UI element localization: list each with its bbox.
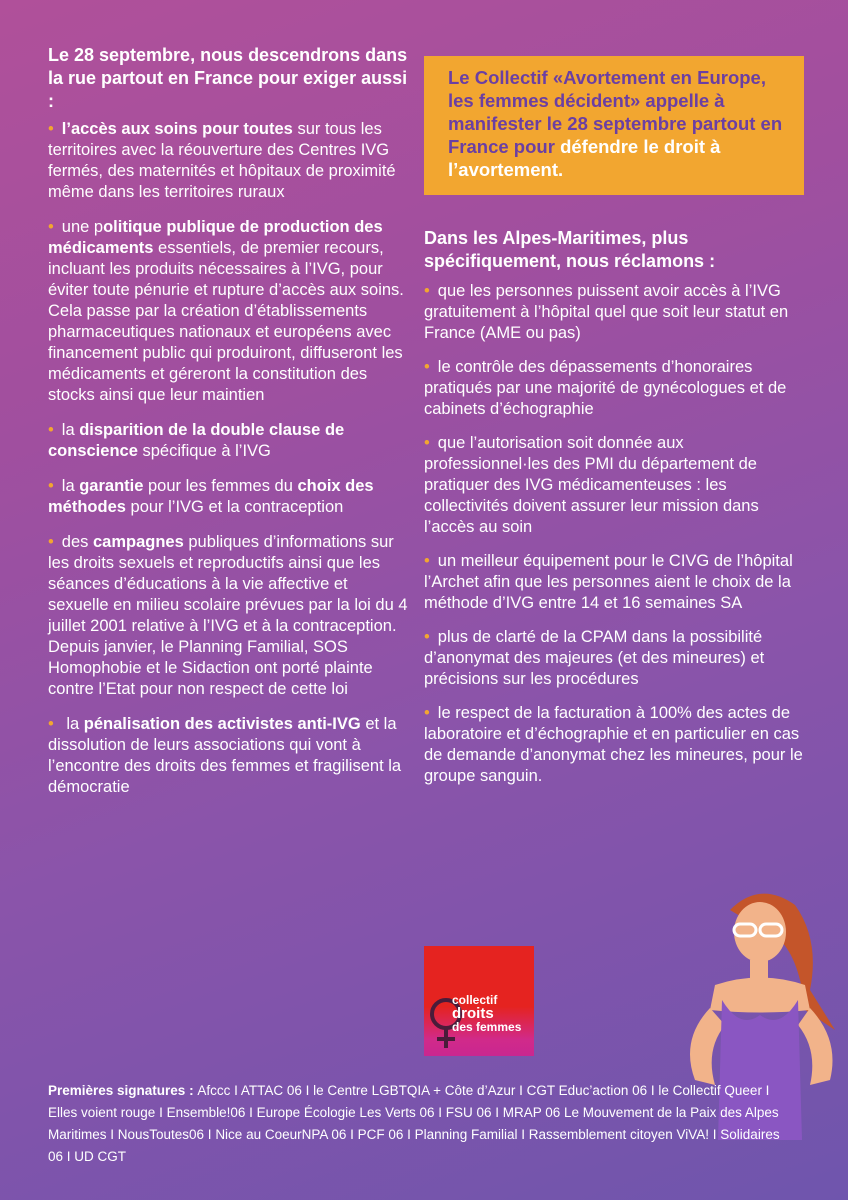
demand-text: la: [61, 715, 84, 733]
left-column: [48, 44, 408, 812]
demand-text: essentiels, de premier recours, incluant les produits nécessaires à l’IVG, pour éviter toute pénurie et rupture d’accès aux soins. Cela passe par la création d’établissements pharmaceutiques nationaux et européens avec financement public qui produiront, diffuseront les médicaments et géreront la constitution des stocks ainsi que leur maintien: [48, 239, 404, 404]
demand-text: une p: [61, 218, 104, 236]
callout-highlight: défendre le droit à l’avortement.: [448, 136, 721, 180]
bullet-icon: •: [424, 628, 430, 646]
demand-emphasis: garantie: [79, 477, 144, 495]
local-demand-text: que les personnes puissent avoir accès à l’IVG gratuitement à l’hôpital quel que soit leur statut en France (AME ou pas): [424, 282, 789, 342]
bullet-icon: •: [48, 477, 54, 495]
local-demand-text: le contrôle des dépassements d’honoraires pratiqués par une majorité de gynécologues et de cabinets d’échographie: [424, 358, 787, 418]
local-demand-text: un meilleur équipement pour le CIVG de l’hôpital l’Archet afin que les personnes aient le choix de la méthode d’IVG entre 14 et 16 semaines SA: [424, 552, 793, 612]
bullet-icon: •: [48, 715, 54, 733]
local-demand-item: [424, 281, 804, 344]
local-demand-text: plus de clarté de la CPAM dans la possibilité d’anonymat des majeures (et des mineures) et précisions sur les procédures: [424, 628, 765, 688]
demand-item: [48, 420, 408, 462]
local-demand-item: [424, 433, 804, 538]
local-demand-item: [424, 627, 804, 690]
demand-item: [48, 119, 408, 203]
callout-text: Le Collectif «Avortement en Europe, les femmes décident» appelle à manifester le 28 septembre partout en France pour: [448, 67, 783, 157]
local-demand-item: [424, 357, 804, 420]
demand-emphasis: olitique publique de production des médicaments: [48, 218, 383, 257]
demand-text: publiques d’informations sur les droits sexuels et reproductifs ainsi que les séances d’éducations à la vie affective et sexuelle en milieu scolaire prévues par la loi du 4 juillet 2001 relative à l’IVG et à la contraception. Depuis janvier, le Planning Familial, SOS Homophobie et le Sidaction ont porté plainte contre l’Etat pour non respect de cette loi: [48, 533, 408, 698]
demand-item: [48, 714, 408, 798]
demand-item: [48, 476, 408, 518]
signatures-footer: [48, 1080, 788, 1168]
callout-box: [424, 56, 804, 195]
demand-emphasis: campagnes: [92, 533, 184, 551]
bullet-icon: •: [424, 358, 430, 376]
local-demand-item: [424, 703, 804, 787]
demand-text: pour les femmes du: [143, 477, 298, 495]
demand-emphasis: choix des méthodes: [48, 477, 374, 516]
bullet-icon: •: [48, 120, 54, 138]
demand-item: [48, 217, 408, 406]
demand-text: la: [61, 477, 80, 495]
demand-text: sur tous les territoires avec la réouverture des Centres IVG fermés, des maternités et hôpitaux de proximité même dans les territoires ruraux: [48, 120, 396, 201]
bullet-icon: •: [424, 704, 430, 722]
collectif-logo: [424, 946, 534, 1056]
demand-emphasis: disparition de la double clause de conscience: [48, 421, 345, 460]
bullet-icon: •: [424, 282, 430, 300]
local-demand-item: [424, 551, 804, 614]
bullet-icon: •: [48, 421, 54, 439]
bullet-icon: •: [424, 434, 430, 452]
signatures-label: Premières signatures :: [48, 1083, 198, 1098]
demand-emphasis: l’accès aux soins pour toutes: [61, 120, 293, 138]
demand-item: [48, 532, 408, 700]
right-heading: Dans les Alpes-Maritimes, plus spécifiquement, nous réclamons :: [424, 228, 716, 271]
local-demand-text: que l’autorisation soit donnée aux professionnel·les des PMI du département de pratiquer des IVG médicamenteuses : les collectivités doivent assurer leur mission dans l’accès au soin: [424, 434, 759, 536]
logo-text: [452, 994, 521, 1033]
signatures-list: Afccc I ATTAC 06 I le Centre LGBTQIA + Côte d’Azur I CGT Educ’action 06 I le Collectif Queer I Elles voient rouge I Ensemble!06 I Europe Écologie Les Verts 06 I FSU 06 I MRAP 06 Le Mouvement de la Paix des Alpes Maritimes I NousToutes06 I Nice au CoeurNPA 06 I PCF 06 I Planning Familial I Rassemblement citoyen ViVA! I Solidaires 06 I UD CGT: [48, 1083, 780, 1164]
logo-line: des femmes: [452, 1020, 522, 1034]
bullet-icon: •: [48, 533, 54, 551]
demand-text: et la dissolution de leurs associations qui vont à l’encontre des droits des femmes et fragilisent la démocratie: [48, 715, 402, 796]
left-heading: Le 28 septembre, nous descendrons dans la rue partout en France pour exiger aussi :: [48, 45, 408, 111]
logo-line: collectif: [452, 993, 498, 1007]
demand-text: pour l’IVG et la contraception: [125, 498, 344, 516]
right-column: [424, 56, 804, 800]
demand-text: des: [61, 533, 93, 551]
logo-line: droits: [452, 1005, 494, 1022]
demand-text: la: [61, 421, 80, 439]
demand-emphasis: pénalisation des activistes anti-IVG: [83, 715, 361, 733]
local-demand-text: le respect de la facturation à 100% des actes de laboratoire et d’échographie et en particulier en cas de demande d’anonymat chez les mineures, pour le groupe sanguin.: [424, 704, 803, 785]
bullet-icon: •: [48, 218, 54, 236]
bullet-icon: •: [424, 552, 430, 570]
demand-text: spécifique à l’IVG: [137, 442, 271, 460]
